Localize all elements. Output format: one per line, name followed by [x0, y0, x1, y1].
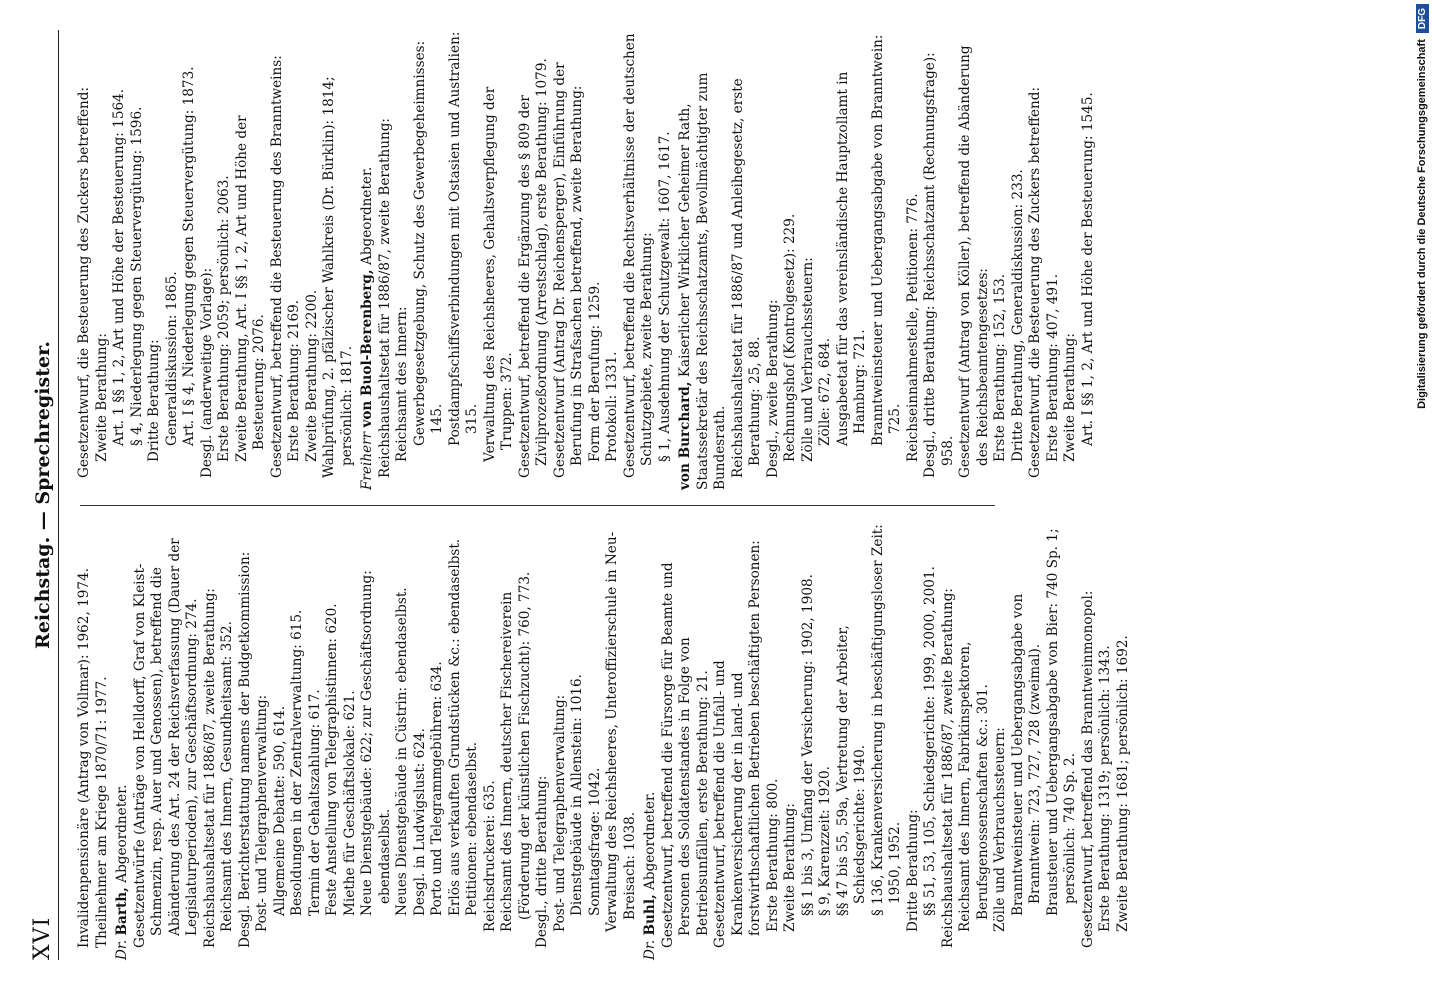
register-line: Ausgabeetat für das vereinsländische Hauptzollamt in Hamburg: 721.: [834, 71, 868, 446]
register-line: Art. I § 4, Niederlegung gegen Steuervergütung: 1873.: [181, 66, 197, 446]
register-line: Reichsamt des Innern, deutscher Fischereiverein (Förderung der künstlichen Fischzucht): 760, 773.: [499, 571, 533, 932]
register-line: Gesetzentwürfe (Anträge von Helldorff, Graf von Kleist-Schmenzin, resp. Auer und Genossen), betreffend die Abänderung des Art. 24 der Reichsverfassung (Dauer der Legislaturperioden), zur Geschäftsordnung: 274.: [131, 538, 200, 948]
dfg-notice: [1412, 0, 1432, 1000]
register-line: Wahlprüfung, 2. pfälzischer Wahlkreis (Dr. Bürklin): 1814; persönlich: 1817.: [321, 76, 355, 478]
register-line: Erste Berathung: 2169.: [286, 299, 302, 462]
entry-heading: [642, 520, 660, 960]
register-line: Zweite Berathung: 1681; persönlich: 1692.: [1114, 635, 1131, 932]
register-line: Post- und Telegraphenverwaltung:: [254, 694, 270, 932]
register-line: Desgl. (anderweitige Vorlage):: [198, 267, 215, 478]
register-line: Reichsamt des Innern:: [394, 306, 410, 462]
entry-heading: [359, 30, 377, 490]
left-column: [76, 520, 1371, 960]
register-entry: [76, 520, 111, 960]
register-line: Generaldiskussion: 1865.: [163, 271, 180, 446]
register-line: Gesetzentwurf, die Besteuerung des Zuckers betreffend:: [76, 86, 92, 478]
register-entry: [114, 520, 639, 960]
register-line: Erlös aus verkauften Grundstücken &c.: ebendaselbst.: [446, 538, 463, 916]
register-line: §§ 51, 53, 105, Schiedsgerichte: 1999, 2000, 2001.: [922, 566, 938, 916]
register-line: Feste Anstellung von Telegraphistinnen: 620.: [324, 603, 340, 916]
register-line: Gesetzentwurf, die Besteuerung des Zuckers betreffend:: [1027, 86, 1043, 478]
register-entry: [359, 30, 674, 490]
register-line: Gesetzentwurf, betreffend die Rechtsverhältnisse der deutschen Schutzgebiete, zweite Berathung:: [621, 33, 655, 478]
register-line: § 9, Karenzzeit: 1920.: [817, 766, 833, 916]
register-line: Form der Berufung: 1259.: [586, 281, 603, 462]
register-line: Sonntagsfrage: 1042.: [586, 767, 603, 916]
register-line: Post- und Telegraphenverwaltung:: [551, 694, 568, 932]
register-line: Petitionen: ebendaselbst.: [464, 741, 480, 916]
register-line: Desgl., dritte Berathung:: [534, 775, 550, 948]
register-line: Gewerbegesetzgebung, Schutz des Gewerbegeheimnisses: 145.: [411, 40, 445, 446]
register-line: Gesetzentwurf, betreffend das Branntweinmonopol:: [1079, 590, 1096, 948]
register-entry: [677, 30, 1097, 490]
speaker-description: Abgeordneter.: [359, 166, 375, 265]
register-line: Theilnehmer am Kriege 1870/71: 1977.: [93, 676, 110, 948]
register-line: Reichsdruckerei: 635.: [481, 780, 498, 932]
entry-heading: [114, 520, 132, 960]
register-line: Protokoll: 1331.: [604, 351, 620, 462]
right-column: [76, 30, 1371, 490]
register-line: Verwaltung des Reichsheeres, Unteroffizierschule in Neu-Breisach: 1038.: [604, 531, 638, 932]
register-line: § 136, Krankenversicherung in beschäftigungsloser Zeit: 1950, 1952.: [869, 524, 903, 916]
register-line: Zweite Berathung, Art. I §§ 1, 2, Art und Höhe der Besteuerung: 2076.: [233, 115, 267, 462]
register-line: Zweite Berathung:: [93, 333, 110, 462]
register-line: Postdampfschiffsverbindungen mit Ostasien und Australien: 315.: [446, 31, 480, 446]
register-line: Desgl., zweite Berathung:: [764, 299, 781, 478]
register-line: Zweite Berathung: 2200.: [303, 289, 320, 462]
register-line: Erste Berathung: 800.: [764, 778, 781, 932]
register-line: Gesetzentwurf, betreffend die Fürsorge für Beamte und Personen des Soldatenstandes in Folge von Betriebsunfällen, erste Berathung: 21.: [659, 562, 711, 948]
register-line: Reichshaushaltsetat für 1886/87 und Anleihegesetz, erste Berathung: 25, 88.: [729, 78, 763, 478]
dfg-logo: DFG: [1416, 4, 1429, 33]
register-entry: [76, 30, 356, 490]
register-line: Desgl. Berichterstattung namens der Budgetkommission:: [236, 551, 253, 948]
register-line: Reichsamt des Innern, Fabrikinspektoren, Berufsgenossenschaften &c.: 301.: [957, 641, 991, 932]
register-line: §§ 47 bis 55, 59a, Vertretung der Arbeiter, Schiedsgerichte: 1940.: [834, 625, 868, 916]
register-line: §§ 1 bis 3, Umfang der Versicherung: 1902, 1908.: [799, 574, 816, 916]
entry-heading: [677, 30, 730, 490]
register-line: Erste Berathung: 407, 491.: [1044, 273, 1061, 462]
register-line: Dritte Berathung:: [146, 339, 162, 462]
register-line: Invalidenpensionäre (Antrag von Vollmar): 1962, 1974.: [76, 567, 92, 948]
register-line: Neue Dienstgebäude: 622; zur Geschäftsordnung: ebendaselbst.: [359, 570, 393, 916]
register-line: Brausteuer und Uebergangsabgabe von Bier: 740 Sp. 1; persönlich: 740 Sp. 2.: [1044, 528, 1078, 916]
register-line: Zölle und Verbrauchssteuern:: [992, 727, 1008, 932]
register-line: Art. 1 §§ 1, 2, Art und Höhe der Besteuerung: 1564.: [111, 88, 127, 446]
register-line: Zölle: 672, 684.: [817, 337, 833, 446]
register-line: Verwaltung des Reichsheeres, Gehaltsverpflegung der Truppen: 372.: [481, 86, 515, 462]
dfg-notice-bar: [1412, 0, 1432, 1000]
name-prefix: Dr.: [114, 939, 130, 960]
speaker-name: von Burchard,: [677, 381, 693, 490]
register-line: Neues Dienstgebäude in Cüstrin: ebendaselbst.: [394, 587, 410, 916]
register-line: Gesetzentwurf, betreffend die Unfall- und Krankenversicherung der in land- und forstwirthschaftlichen Betrieben beschäftigten Personen:: [712, 540, 763, 948]
page-number: XVI: [30, 916, 55, 960]
register-line: Desgl. in Ludwigslust: 624.: [411, 728, 428, 916]
register-line: Art. I §§ 1, 2, Art und Höhe der Besteuerung: 1545.: [1079, 92, 1096, 446]
speaker-name: Buhl,: [642, 894, 658, 936]
register-line: Miethe für Geschäftslokale: 621.: [341, 690, 358, 916]
speaker-name: von Buol-Berenberg,: [359, 269, 375, 428]
speaker-description: Abgeordneter.: [642, 791, 658, 890]
register-line: § 1, Ausdehnung der Schutzgewalt: 1607, 1617.: [656, 131, 673, 462]
register-line: Gesetzentwurf, betreffend die Besteuerung des Branntweins:: [268, 55, 285, 478]
register-line: Zweite Berathung:: [1062, 333, 1078, 462]
register-line: Dritte Berathung:: [904, 809, 921, 932]
register-line: Rechnungshof (Kontrolgesetz): 229.: [782, 213, 798, 462]
register-line: Branntweinsteuer und Uebergangsabgabe von Branntwein: 725.: [869, 34, 903, 446]
register-line: Erste Berathung: 2059; persönlich: 2063.: [216, 175, 232, 462]
register-line: Reichshaushaltsetat für 1886/87, zweite Berathung:: [376, 118, 393, 478]
register-entry: [642, 520, 1132, 960]
speaker-name: Barth,: [114, 887, 130, 936]
register-line: Branntweinsteuer und Uebergangsabgabe von Branntwein: 723, 727, 728 (zweimal).: [1009, 593, 1043, 916]
register-line: Gesetzentwurf, betreffend die Ergänzung des § 809 der Zivilprozeßordnung (Arrestschlag), erste Berathung: 1079.: [516, 58, 550, 478]
register-line: Reichshaushaltsetat für 1886/87, zweite Berathung:: [939, 588, 956, 948]
register-line: Reichshaushaltsetat für 1886/87, zweite Berathung:: [201, 588, 218, 948]
register-line: Gesetzentwurf (Antrag Dr. Reichensperger), Einführung der Berufung in Strafsachen betreffend, zweite Berathung:: [551, 62, 585, 478]
name-prefix: Dr.: [642, 939, 658, 960]
speaker-description: Abgeordneter.: [114, 784, 130, 883]
register-line: Termin der Gehaltszahlung: 617.: [306, 689, 323, 916]
register-line: Reichsamt des Innern, Gesundheitsamt: 352.: [219, 621, 235, 932]
page-header: [24, 30, 59, 960]
page-title: Reichstag. — Sprechregister.: [32, 341, 54, 649]
register-line: Zweite Berathung:: [782, 803, 798, 932]
register-line: Gesetzentwurf (Antrag von Köller), betreffend die Abänderung des Reichsbeamtengesetzes:: [957, 45, 991, 478]
register-line: Erste Berathung: 1319; persönlich: 1343.: [1097, 645, 1113, 932]
register-line: Reichseinnahmestelle, Petitionen: 776.: [904, 193, 921, 462]
register-line: Zölle und Verbrauchssteuern:: [799, 257, 816, 462]
register-line: Erste Berathung: 152, 153.: [992, 273, 1008, 462]
register-line: § 4, Niederlegung gegen Steuervergütung: 1596.: [128, 106, 145, 446]
column-divider: [80, 505, 995, 506]
register-line: Besoldungen in der Zentralverwaltung: 615.: [289, 609, 305, 916]
register-line: Porto und Telegrammgebühren: 634.: [429, 661, 445, 916]
register-line: Desgl., dritte Berathung: Reichsschatzamt (Rechnungsfrage): 958.: [922, 52, 956, 478]
register-line: Dienstgebäude in Allenstein: 1016.: [569, 674, 585, 916]
speaker-description: Kaiserlicher Wirklicher Geheimer Rath, Staatssekretär des Reichsschatzamts, Bevollmächtigter zum Bundesrath.: [677, 72, 728, 490]
register-line: Allgemeine Debatte: 590, 614.: [271, 705, 288, 916]
name-prefix: Freiherr: [359, 431, 375, 490]
dfg-notice-text: Digitalisierung gefördert durch die Deutsche Forschungsgemeinschaft: [1416, 39, 1428, 409]
register-line: Dritte Berathung, Generaldiskussion: 233.: [1009, 169, 1026, 462]
